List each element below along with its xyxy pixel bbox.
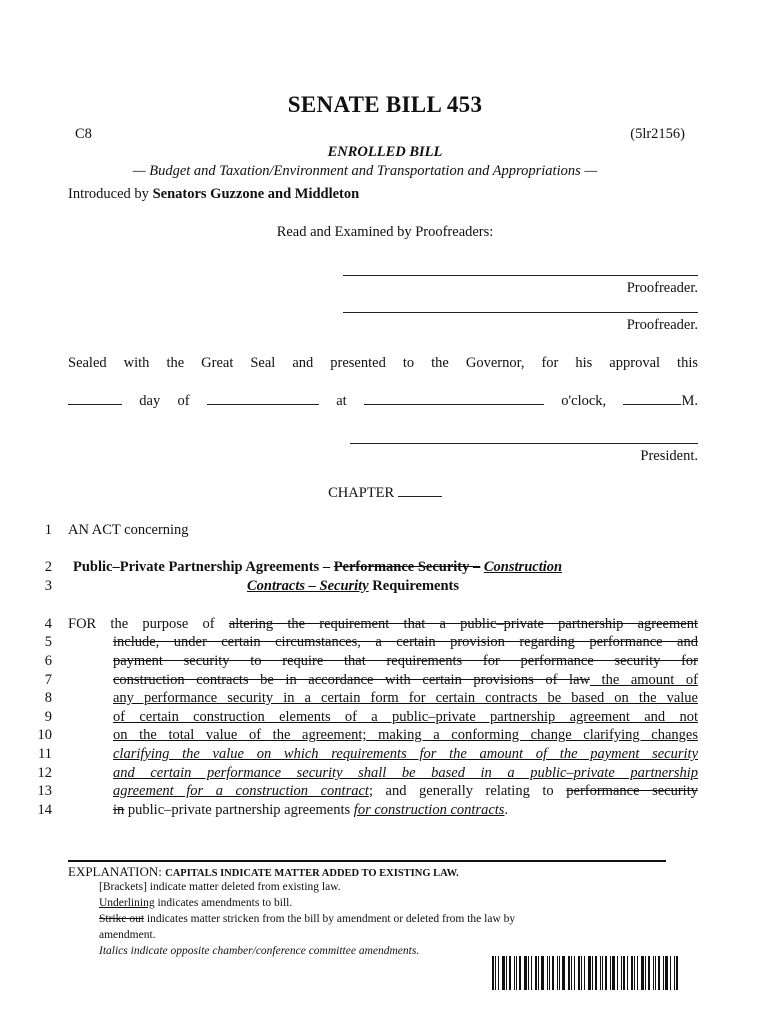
purpose-stricken-text: in [113, 802, 125, 818]
barcode-bar [653, 956, 654, 990]
barcode-bar [535, 956, 537, 990]
bill-title: SENATE BILL 453 [287, 92, 483, 117]
purpose-stricken-text: altering the requirement that a public–private partnership agreement [228, 616, 698, 632]
barcode-bar [528, 956, 529, 990]
purpose-line-4 [68, 616, 698, 633]
bill-title-line-3 [247, 578, 459, 595]
purpose-stricken-amendment: the amount of [589, 672, 698, 688]
strike-desc: indicates matter stricken from the bill by amendment or deleted from the law by [144, 913, 516, 925]
drafting-code: (5lr2156) [630, 126, 685, 142]
title-text: Requirements [368, 578, 460, 594]
line-number: 7 [44, 672, 52, 688]
barcode-bar [514, 956, 515, 990]
purpose-line-14 [113, 802, 508, 819]
barcode-bar [674, 956, 675, 990]
barcode-bar [605, 956, 607, 990]
brackets-word: [Brackets] [99, 881, 147, 893]
barcode-image [492, 956, 680, 990]
barcode-bar [541, 956, 544, 990]
enrolled-label: ENROLLED BILL [327, 144, 443, 160]
purpose-line-5: include, under certain circumstances, a certain provision regarding performance and [113, 634, 698, 650]
barcode-bar [557, 956, 558, 990]
barcode-bar [506, 956, 507, 990]
line-number: 14 [37, 802, 52, 818]
explanation-italics: Italics indicate opposite chamber/conference committee amendments. [99, 945, 420, 957]
purpose-stricken-text: performance security [566, 783, 698, 799]
introduced-prefix: Introduced by [68, 186, 153, 202]
chapter-label: CHAPTER [328, 485, 395, 501]
barcode-bar [663, 956, 664, 990]
explanation-heading [68, 864, 459, 882]
purpose-text: ; and generally relating to [368, 783, 567, 799]
purpose-line-11: clarifying the value on which requirements for the amount of the payment security [113, 746, 698, 762]
barcode-bar [574, 956, 575, 990]
sponsors: Senators Guzzone and Middleton [152, 186, 360, 202]
committees-line: — Budget and Taxation/Environment and Transportation and Appropriations — [132, 163, 598, 179]
title-stricken-text: Performance Security – [333, 559, 481, 575]
barcode-bar [658, 956, 660, 990]
month-blank [207, 392, 319, 405]
title-amended-text: Contracts – Security [247, 578, 369, 594]
barcode-bar [502, 956, 505, 990]
barcode-bar [621, 956, 622, 990]
barcode-bar [584, 956, 585, 990]
barcode-bar [617, 956, 618, 990]
barcode-bar [571, 956, 572, 990]
bill-title-line-2 [73, 559, 562, 576]
barcode-bar [645, 956, 646, 990]
introduced-by [68, 186, 359, 203]
barcode-bar [655, 956, 656, 990]
barcode-bar [581, 956, 582, 990]
explanation-label: EXPLANATION: [68, 864, 166, 879]
purpose-text: FOR the purpose of [68, 616, 229, 632]
proofreader-label-2: Proofreader. [626, 317, 698, 333]
of-label: of [177, 393, 190, 409]
purpose-line-12: and certain performance security shall be based in a public–private partnership [113, 765, 698, 781]
strike-word: Strike out [99, 913, 145, 925]
barcode-bar [568, 956, 570, 990]
purpose-line-13 [113, 783, 698, 800]
day-label: day [139, 393, 161, 409]
president-signature-line [350, 443, 698, 444]
at-label: at [336, 393, 347, 409]
barcode-bar [627, 956, 628, 990]
barcode-bar [595, 956, 597, 990]
purpose-line-8: any performance security in a certain form for certain contracts be based on the value [113, 690, 698, 706]
line-number: 5 [44, 634, 52, 650]
chapter-blank [398, 486, 442, 497]
explanation-brackets [99, 880, 341, 896]
title-text: Public–Private Partnership Agreements – [73, 559, 334, 575]
sealed-statement: Sealed with the Great Seal and presented to the Governor, for his approval this [68, 355, 698, 371]
barcode-bar [519, 956, 521, 990]
barcode-bar [578, 956, 580, 990]
explanation-underlining [99, 896, 292, 912]
barcode-bar [641, 956, 644, 990]
act-concerning: AN ACT concerning [68, 522, 189, 538]
time-blank [364, 392, 544, 405]
barcode-bar [562, 956, 565, 990]
purpose-line-7 [113, 672, 698, 689]
barcode-bar [547, 956, 548, 990]
explanation-strike [99, 912, 515, 928]
line-number: 13 [37, 783, 52, 799]
purpose-text: . [504, 802, 509, 818]
line-number: 4 [44, 616, 52, 632]
barcode-bar [492, 956, 494, 990]
line-number: 11 [38, 746, 52, 762]
purpose-line-9: of certain construction elements of a public–private partnership agreement and not [113, 709, 698, 725]
line-number: 6 [44, 653, 52, 669]
title-amended-text: Construction [483, 559, 563, 575]
line-number: 10 [37, 727, 52, 743]
barcode-bar [612, 956, 615, 990]
line-number: 8 [44, 690, 52, 706]
barcode-bar [531, 956, 532, 990]
purpose-text: public–private partnership agreements [124, 802, 354, 818]
barcode-bar [610, 956, 611, 990]
meridiem-blank [623, 392, 681, 405]
proofreader-signature-line-2 [343, 312, 698, 313]
president-label: President. [640, 448, 698, 464]
barcode-bar [676, 956, 678, 990]
line-number: 1 [44, 522, 52, 538]
barcode-bar [600, 956, 601, 990]
purpose-line-6: payment security to require that requirements for performance security for [113, 653, 698, 669]
barcode-bar [602, 956, 603, 990]
line-number: 12 [37, 765, 52, 781]
barcode-bar [637, 956, 638, 990]
barcode-bar [516, 956, 517, 990]
explanation-strike-cont: amendment. [99, 929, 156, 941]
line-number: 2 [44, 559, 52, 575]
barcode-bar [648, 956, 650, 990]
barcode-bar [498, 956, 499, 990]
barcode-bar [495, 956, 496, 990]
line-number: 3 [44, 578, 52, 594]
line-number: 9 [44, 709, 52, 725]
barcode-bar [509, 956, 511, 990]
underlining-word: Underlining [99, 897, 155, 909]
barcode-bar [592, 956, 593, 990]
purpose-amended-text: for construction contracts [353, 802, 505, 818]
barcode-bar [634, 956, 635, 990]
barcode-bar [631, 956, 633, 990]
barcode-bar [549, 956, 550, 990]
chapter-line [0, 485, 770, 502]
day-blank [68, 392, 122, 405]
proofreader-label-1: Proofreader. [626, 280, 698, 296]
barcode-bar [552, 956, 554, 990]
barcode-bar [623, 956, 625, 990]
barcode-bar [665, 956, 668, 990]
explanation-caps: CAPITALS INDICATE MATTER ADDED TO EXISTING LAW. [165, 868, 459, 879]
barcode-bar [588, 956, 591, 990]
subject-code: C8 [75, 126, 92, 142]
brackets-desc: indicate matter deleted from existing law. [146, 881, 341, 893]
barcode-bar [559, 956, 560, 990]
oclock-label: o'clock, [561, 393, 607, 409]
date-fill-line [68, 392, 698, 410]
purpose-line-10: on the total value of the agreement; making a conforming change clarifying changes [113, 727, 698, 743]
explanation-rule [68, 860, 666, 862]
barcode-bar [670, 956, 671, 990]
purpose-amended-text: agreement for a construction contract [113, 783, 369, 799]
m-label: M. [681, 393, 698, 409]
read-examined-label: Read and Examined by Proofreaders: [276, 224, 494, 240]
underlining-desc: indicates amendments to bill. [154, 897, 293, 909]
barcode-bar [524, 956, 527, 990]
purpose-stricken-text: construction contracts be in accordance with certain provisions of law [113, 672, 590, 688]
proofreader-signature-line-1 [343, 275, 698, 276]
barcode-bar [538, 956, 539, 990]
